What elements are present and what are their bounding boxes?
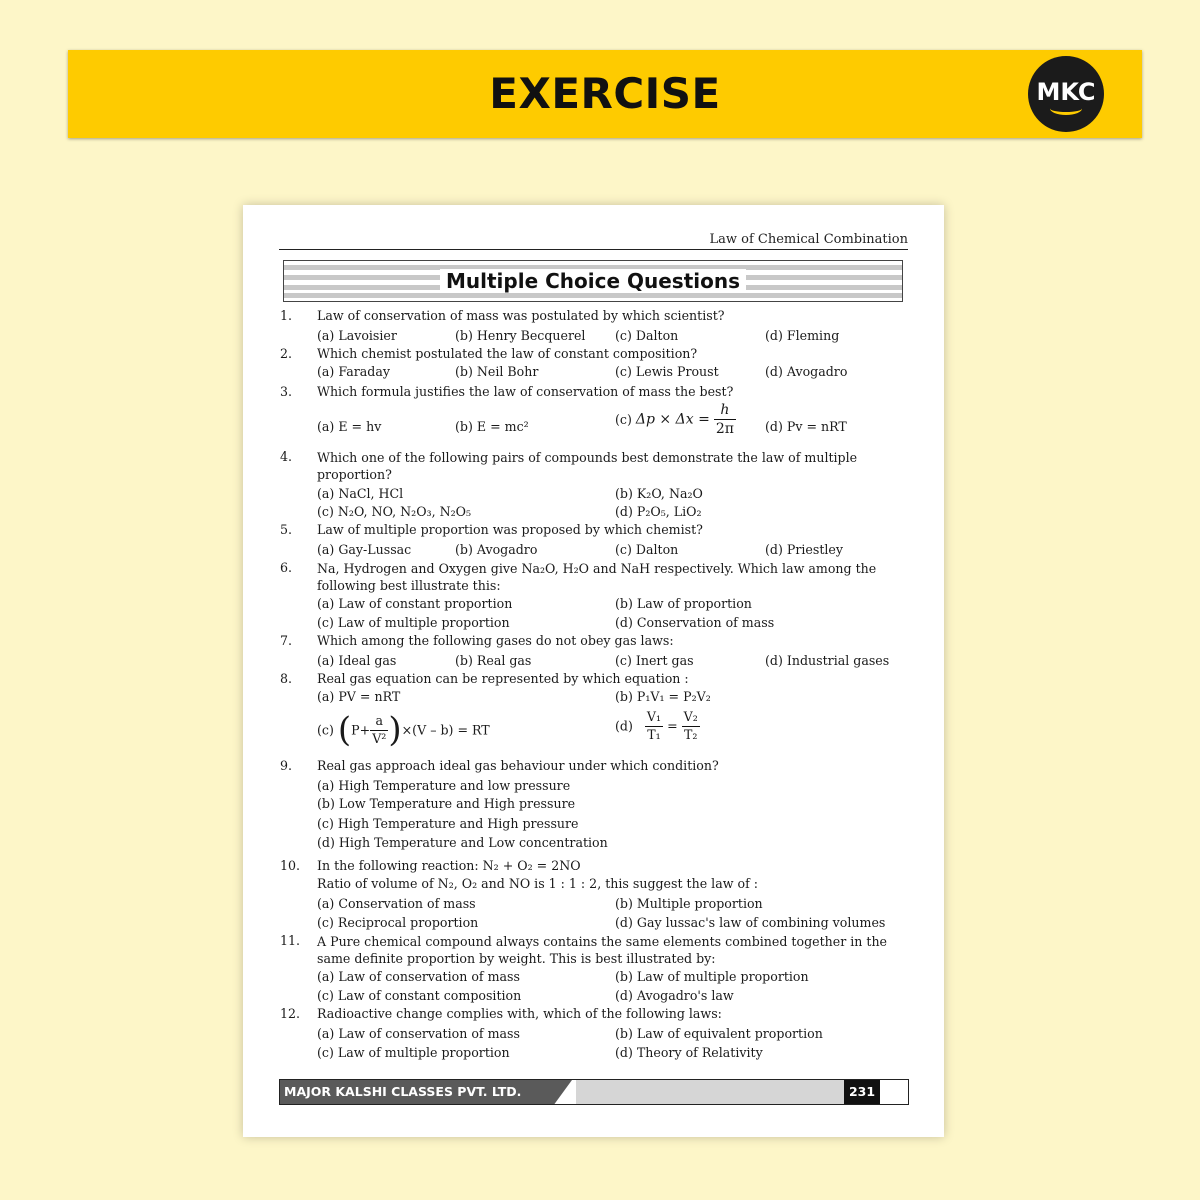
option-b: (b) Law of proportion — [615, 596, 752, 611]
publisher-name: MAJOR KALSHI CLASSES PVT. LTD. — [284, 1084, 522, 1099]
option-c: (c) Δp × Δx = $\frac{h}{2\pi}$ — [615, 402, 734, 437]
uncertainty-formula: Δp × Δx = — [635, 411, 710, 428]
question-text: In the following reaction: N₂ + O₂ = 2NO — [317, 858, 581, 873]
option-a: (a) High Temperature and low pressure — [317, 778, 571, 793]
option-a: (a) E = hv — [317, 419, 382, 434]
question-number: 7. — [280, 633, 293, 648]
van-der-waals-formula: P+ — [351, 722, 371, 738]
option-b: (b) Low Temperature and High pressure — [317, 796, 576, 811]
option-c: (c) Law of multiple proportion — [317, 1045, 510, 1060]
question-text: Law of multiple proportion was proposed by which chemist? — [317, 522, 703, 537]
running-head: Law of Chemical Combination — [709, 232, 908, 247]
option-a: (a) Faraday — [317, 364, 390, 379]
option-b: (b) Henry Becquerel — [455, 328, 586, 343]
option-d: (d) P₂O₅, LiO₂ — [615, 504, 702, 519]
option-c: (c) Dalton — [615, 328, 679, 343]
option-d: (d) Avogadro — [765, 364, 848, 379]
option-b: (b) Law of equivalent proportion — [615, 1026, 823, 1041]
logo-smile-icon — [1050, 102, 1082, 115]
question-text: Law of conservation of mass was postulated by which scientist? — [317, 308, 725, 323]
option-c: (c) N₂O, NO, N₂O₃, N₂O₅ — [317, 504, 472, 519]
option-d: (d) Theory of Relativity — [615, 1045, 763, 1060]
section-header — [283, 260, 903, 302]
option-d: (d) Fleming — [765, 328, 840, 343]
option-b: (b) P₁V₁ = P₂V₂ — [615, 689, 711, 704]
option-d: (d) Pv = nRT — [765, 419, 847, 434]
option-a: (a) Gay-Lussac — [317, 542, 412, 557]
banner-title: EXERCISE — [489, 69, 721, 118]
question-text: Which among the following gases do not obey gas laws: — [317, 633, 674, 648]
page-number: 231 — [844, 1080, 880, 1104]
option-b: (b) Real gas — [455, 653, 532, 668]
option-c: (c) Law of multiple proportion — [317, 615, 510, 630]
question-text: Na, Hydrogen and Oxygen give Na₂O, H₂O and NaH respectively. Which law among the following best illustrate this: — [317, 561, 877, 593]
option-c: (c) High Temperature and High pressure — [317, 816, 579, 831]
logo-text: MKC — [1036, 78, 1096, 106]
exercise-banner — [68, 50, 1142, 138]
question-number: 6. — [280, 560, 293, 575]
option-a: (a) Lavoisier — [317, 328, 397, 343]
document-page — [243, 205, 944, 1137]
option-d: (d) Gay lussac's law of combining volumes — [615, 915, 886, 930]
question-number: 8. — [280, 671, 293, 686]
option-d: (d) Priestley — [765, 542, 843, 557]
option-c: (c) Reciprocal proportion — [317, 915, 479, 930]
option-c: (c) (P+ $\frac{a}{\text{V²}}$ )×(V – b) = RT — [317, 710, 490, 750]
option-d: (d) Avogadro's law — [615, 988, 734, 1003]
option-b: (b) Multiple proportion — [615, 896, 763, 911]
option-d: (d) $\frac{\text{V₁}}{\text{T₁}}$ = $\frac{\text{V₂}}{\text{T₂}}$ — [615, 709, 698, 742]
option-b: (b) Avogadro — [455, 542, 538, 557]
option-a: (a) PV = nRT — [317, 689, 401, 704]
question-number: 5. — [280, 522, 293, 537]
question-number: 10. — [280, 858, 301, 873]
option-c: (c) Lewis Proust — [615, 364, 719, 379]
question-text: Which chemist postulated the law of constant composition? — [317, 346, 698, 361]
option-a: (a) Law of conservation of mass — [317, 1026, 520, 1041]
option-a: (a) Law of constant proportion — [317, 596, 513, 611]
question-number: 2. — [280, 346, 293, 361]
question-text: Radioactive change complies with, which of the following laws: — [317, 1006, 722, 1021]
question-text-2: Ratio of volume of N₂, O₂ and NO is 1 : 1 : 2, this suggest the law of : — [317, 876, 758, 891]
option-c: (c) Law of constant composition — [317, 988, 522, 1003]
question-number: 9. — [280, 758, 293, 773]
question-text: Which formula justifies the law of conservation of mass the best? — [317, 384, 734, 399]
option-a: (a) Conservation of mass — [317, 896, 476, 911]
option-b: (b) K₂O, Na₂O — [615, 486, 703, 501]
option-d: (d) Conservation of mass — [615, 615, 775, 630]
option-b: (b) Law of multiple proportion — [615, 969, 809, 984]
question-number: 11. — [280, 933, 301, 948]
question-number: 4. — [280, 449, 293, 464]
option-b: (b) Neil Bohr — [455, 364, 539, 379]
question-number: 1. — [280, 308, 293, 323]
option-a: (a) Law of conservation of mass — [317, 969, 520, 984]
option-c: (c) Inert gas — [615, 653, 694, 668]
question-number: 12. — [280, 1006, 301, 1021]
option-d: (d) Industrial gases — [765, 653, 890, 668]
question-text: Real gas equation can be represented by which equation : — [317, 671, 689, 686]
question-number: 3. — [280, 384, 293, 399]
page-footer — [279, 1079, 909, 1105]
question-text: Which one of the following pairs of compounds best demonstrate the law of multiple proportion? — [317, 450, 858, 482]
option-c: (c) Dalton — [615, 542, 679, 557]
mkc-logo — [1028, 56, 1104, 132]
section-title: Multiple Choice Questions — [284, 261, 902, 301]
header-rule — [279, 249, 908, 250]
option-b: (b) E = mc² — [455, 419, 529, 434]
option-a: (a) Ideal gas — [317, 653, 397, 668]
option-a: (a) NaCl, HCl — [317, 486, 404, 501]
option-d: (d) High Temperature and Low concentration — [317, 835, 608, 850]
question-text: Real gas approach ideal gas behaviour under which condition? — [317, 758, 719, 773]
question-text: A Pure chemical compound always contains the same elements combined together in the same definite proportion by weight. This is best illustrated by: — [317, 934, 888, 966]
